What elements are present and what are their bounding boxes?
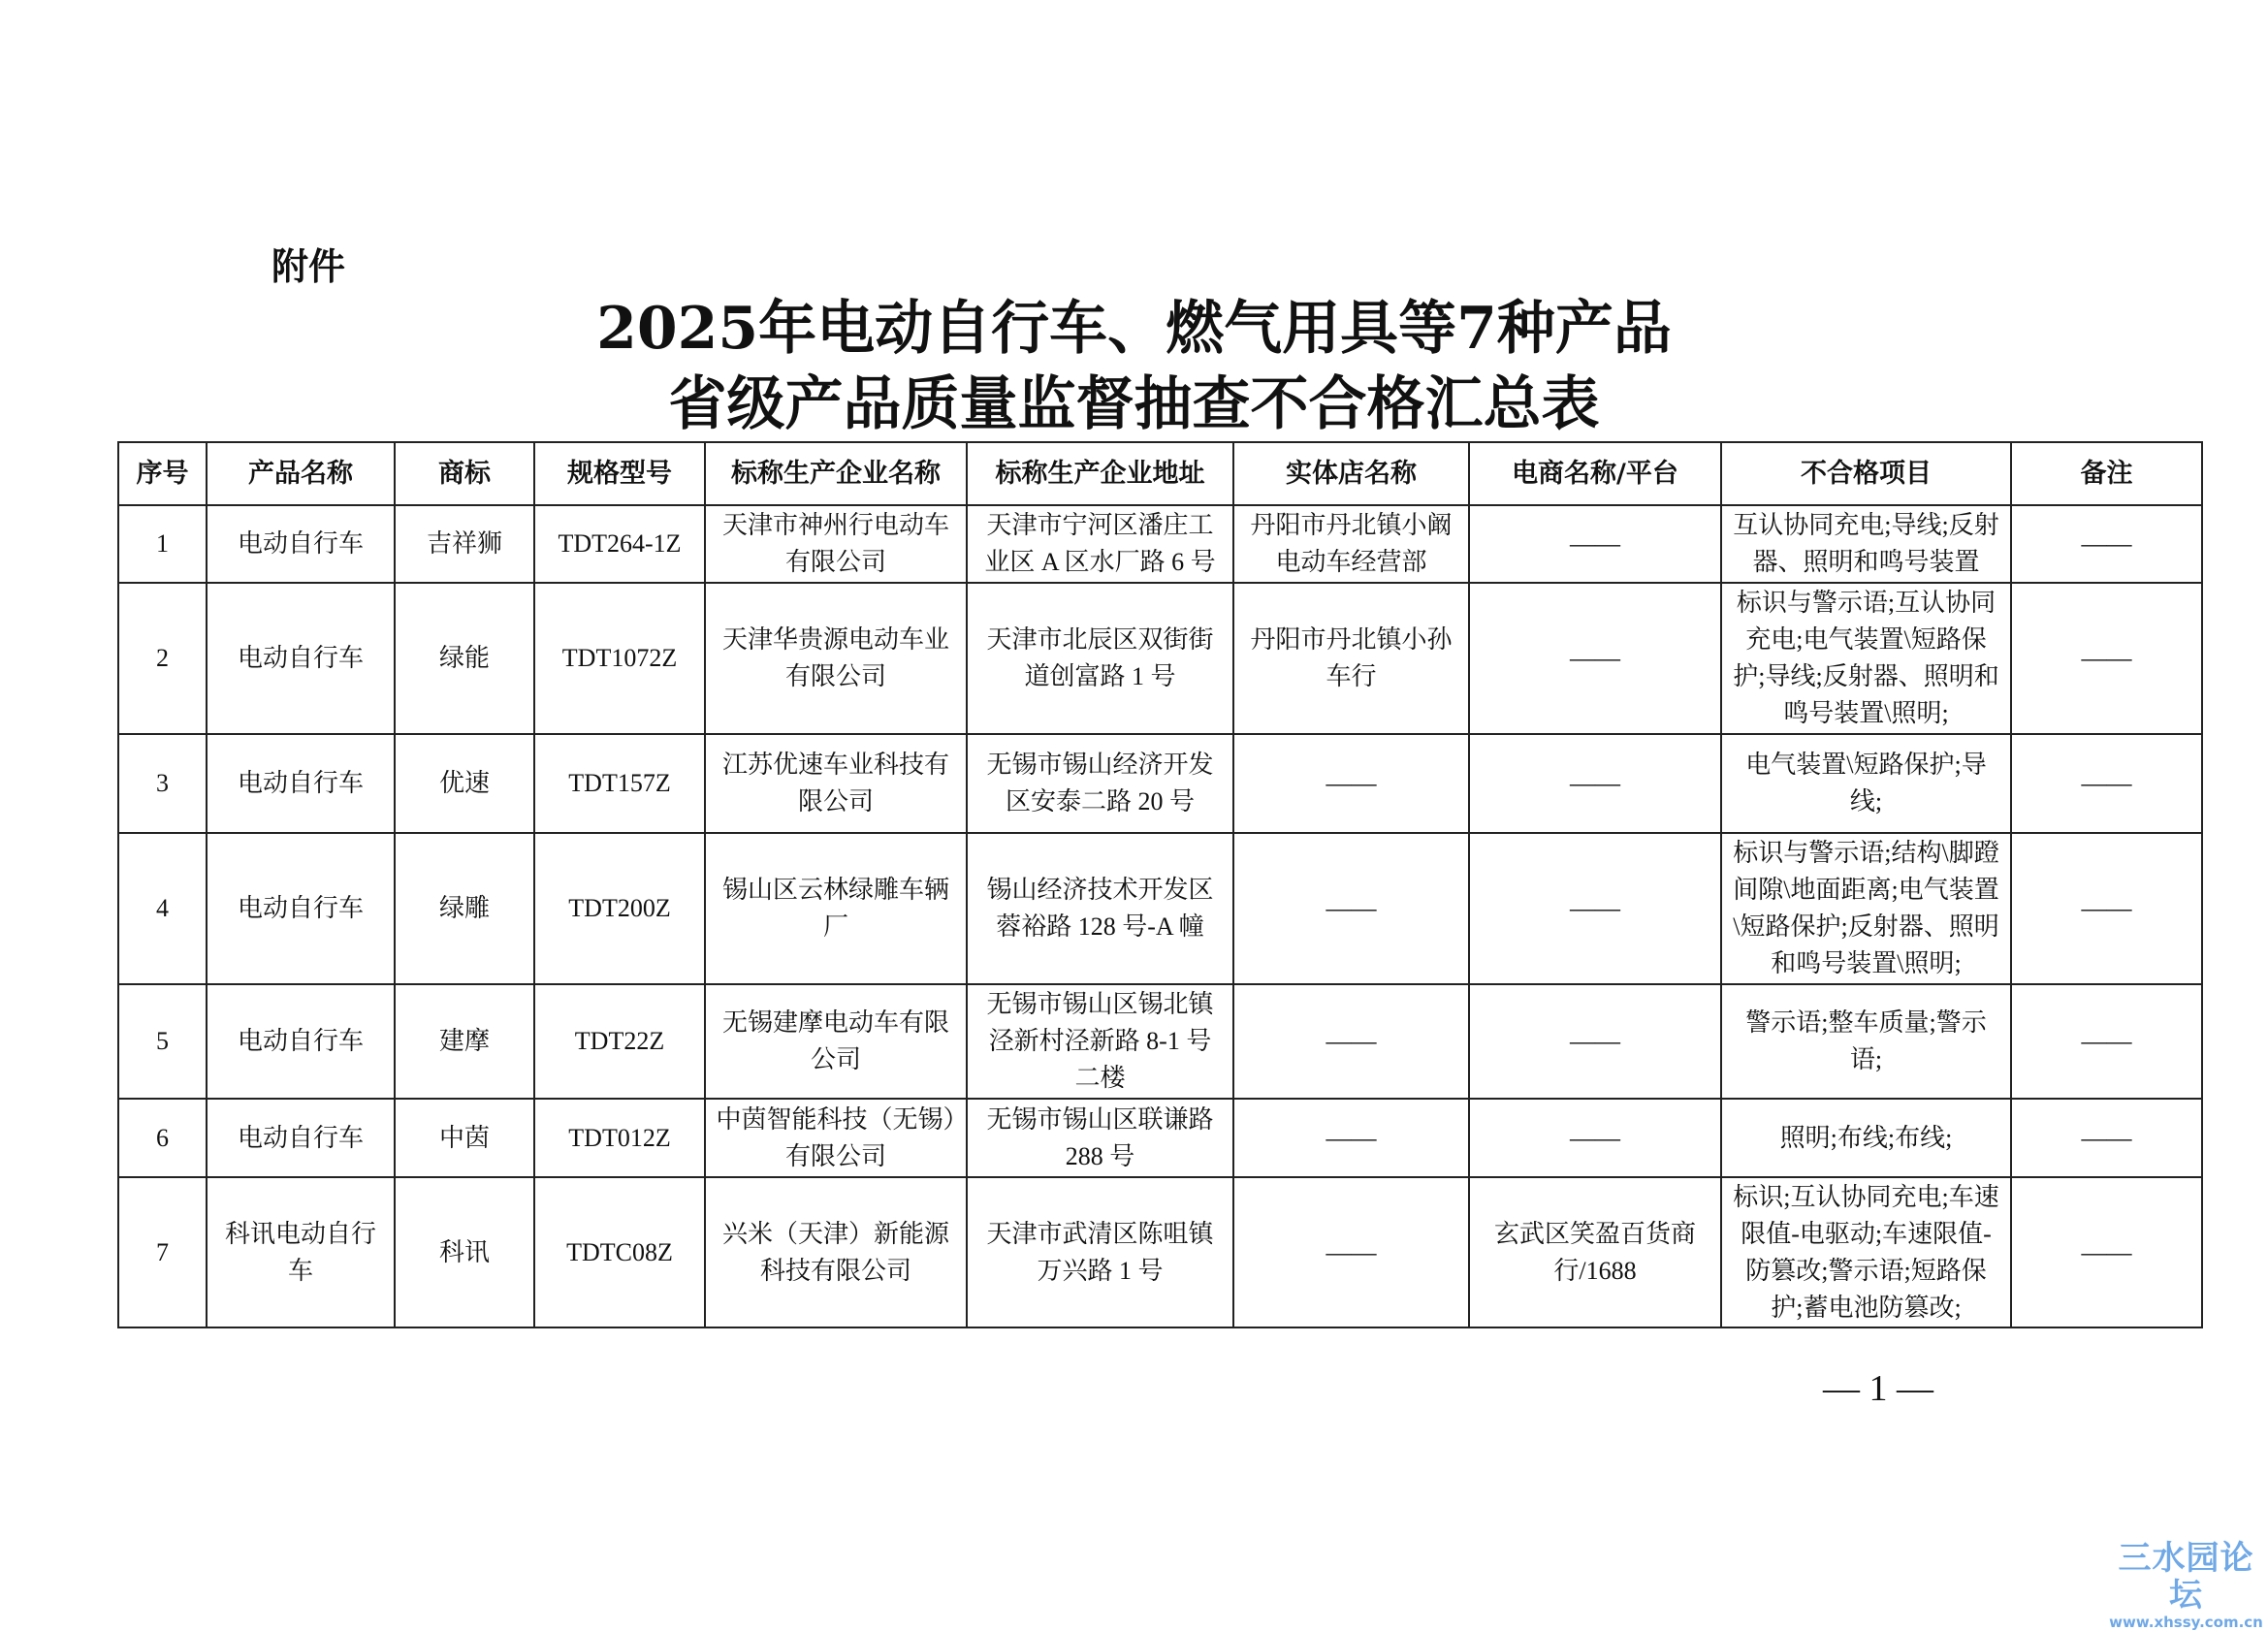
cell-manufacturer-address: 无锡市锡山区锡北镇泾新村泾新路 8-1 号二楼	[967, 984, 1233, 1099]
cell-remarks: ——	[2011, 984, 2202, 1099]
page-number: — 1 —	[1823, 1368, 1933, 1409]
cell-nonconforming-items: 电气装置\短路保护;导线;	[1721, 734, 2011, 833]
cell-manufacturer: 江苏优速车业科技有限公司	[705, 734, 967, 833]
cell-manufacturer-address: 天津市宁河区潘庄工业区 A 区水厂路 6 号	[967, 505, 1233, 583]
cell-brand: 中茵	[395, 1099, 534, 1177]
cell-product-name: 电动自行车	[207, 505, 395, 583]
cell-manufacturer: 兴米（天津）新能源科技有限公司	[705, 1177, 967, 1327]
cell-nonconforming-items: 标识与警示语;互认协同充电;电气装置\短路保护;导线;反射器、照明和鸣号装置\照明;	[1721, 583, 2011, 734]
cell-nonconforming-items: 标识;互认协同充电;车速限值-电驱动;车速限值-防篡改;警示语;短路保护;蓄电池防篡改;	[1721, 1177, 2011, 1327]
table-row	[118, 505, 2202, 583]
page-title-line1: 2025年电动自行车、燃气用具等7种产品	[596, 295, 1672, 363]
column-header-ecommerce-platform: 电商名称/平台	[1469, 442, 1721, 505]
cell-manufacturer-address: 锡山经济技术开发区蓉裕路 128 号-A 幢	[967, 833, 1233, 984]
cell-ecommerce-platform: ——	[1469, 734, 1721, 833]
cell-model: TDT012Z	[534, 1099, 705, 1177]
nonconforming-products-table	[117, 441, 2203, 1328]
watermark-url: www.xhssy.com.cn	[2109, 1614, 2263, 1631]
cell-manufacturer-address: 天津市北辰区双街街道创富路 1 号	[967, 583, 1233, 734]
cell-ecommerce-platform: ——	[1469, 1099, 1721, 1177]
cell-model: TDT157Z	[534, 734, 705, 833]
attachment-label: 附件	[272, 245, 346, 288]
page-title-line2: 省级产品质量监督抽查不合格汇总表	[668, 370, 1600, 438]
column-header-nonconforming-items: 不合格项目	[1721, 442, 2011, 505]
cell-brand: 绿雕	[395, 833, 534, 984]
cell-product-name: 电动自行车	[207, 833, 395, 984]
cell-store-name: ——	[1233, 984, 1469, 1099]
table-header-row	[118, 442, 2202, 505]
watermark-logo	[2104, 1540, 2268, 1631]
cell-model: TDTC08Z	[534, 1177, 705, 1327]
cell-brand: 科讯	[395, 1177, 534, 1327]
cell-store-name: ——	[1233, 1099, 1469, 1177]
cell-nonconforming-items: 警示语;整车质量;警示语;	[1721, 984, 2011, 1099]
cell-ecommerce-platform: ——	[1469, 984, 1721, 1099]
table-row	[118, 833, 2202, 984]
table-row	[118, 1099, 2202, 1177]
table-row	[118, 734, 2202, 833]
cell-product-name: 电动自行车	[207, 1099, 395, 1177]
cell-manufacturer: 无锡建摩电动车有限公司	[705, 984, 967, 1099]
cell-nonconforming-items: 照明;布线;布线;	[1721, 1099, 2011, 1177]
cell-remarks: ——	[2011, 583, 2202, 734]
cell-remarks: ——	[2011, 734, 2202, 833]
cell-product-name: 科讯电动自行车	[207, 1177, 395, 1327]
cell-product-name: 电动自行车	[207, 734, 395, 833]
table-row	[118, 1177, 2202, 1327]
table-row	[118, 984, 2202, 1099]
column-header-remarks: 备注	[2011, 442, 2202, 505]
cell-manufacturer-address: 天津市武清区陈咀镇万兴路 1 号	[967, 1177, 1233, 1327]
cell-store-name: ——	[1233, 1177, 1469, 1327]
cell-manufacturer: 天津市神州行电动车有限公司	[705, 505, 967, 583]
cell-remarks: ——	[2011, 1177, 2202, 1327]
cell-brand: 优速	[395, 734, 534, 833]
cell-model: TDT22Z	[534, 984, 705, 1099]
cell-model: TDT264-1Z	[534, 505, 705, 583]
cell-remarks: ——	[2011, 1099, 2202, 1177]
table-row	[118, 583, 2202, 734]
cell-brand: 绿能	[395, 583, 534, 734]
cell-brand: 建摩	[395, 984, 534, 1099]
cell-model: TDT1072Z	[534, 583, 705, 734]
column-header-brand: 商标	[395, 442, 534, 505]
cell-index: 4	[118, 833, 207, 984]
column-header-manufacturer: 标称生产企业名称	[705, 442, 967, 505]
cell-index: 7	[118, 1177, 207, 1327]
column-header-model: 规格型号	[534, 442, 705, 505]
cell-index: 1	[118, 505, 207, 583]
cell-index: 5	[118, 984, 207, 1099]
watermark-name: 三水园论坛	[2118, 1539, 2254, 1615]
column-header-index: 序号	[118, 442, 207, 505]
cell-brand: 吉祥狮	[395, 505, 534, 583]
cell-store-name: 丹阳市丹北镇小阚电动车经营部	[1233, 505, 1469, 583]
cell-index: 2	[118, 583, 207, 734]
cell-manufacturer: 中茵智能科技（无锡）有限公司	[705, 1099, 967, 1177]
cell-manufacturer: 锡山区云林绿雕车辆厂	[705, 833, 967, 984]
cell-ecommerce-platform: ——	[1469, 505, 1721, 583]
cell-ecommerce-platform: 玄武区笑盈百货商行/1688	[1469, 1177, 1721, 1327]
cell-manufacturer-address: 无锡市锡山经济开发区安泰二路 20 号	[967, 734, 1233, 833]
cell-manufacturer: 天津华贵源电动车业有限公司	[705, 583, 967, 734]
cell-index: 3	[118, 734, 207, 833]
cell-store-name: 丹阳市丹北镇小孙车行	[1233, 583, 1469, 734]
cell-product-name: 电动自行车	[207, 583, 395, 734]
cell-store-name: ——	[1233, 833, 1469, 984]
cell-ecommerce-platform: ——	[1469, 583, 1721, 734]
cell-ecommerce-platform: ——	[1469, 833, 1721, 984]
cell-model: TDT200Z	[534, 833, 705, 984]
cell-manufacturer-address: 无锡市锡山区联谦路 288 号	[967, 1099, 1233, 1177]
cell-nonconforming-items: 标识与警示语;结构\脚蹬间隙\地面距离;电气装置\短路保护;反射器、照明和鸣号装置\照明;	[1721, 833, 2011, 984]
column-header-manufacturer-address: 标称生产企业地址	[967, 442, 1233, 505]
cell-nonconforming-items: 互认协同充电;导线;反射器、照明和鸣号装置	[1721, 505, 2011, 583]
cell-product-name: 电动自行车	[207, 984, 395, 1099]
cell-index: 6	[118, 1099, 207, 1177]
cell-remarks: ——	[2011, 505, 2202, 583]
cell-remarks: ——	[2011, 833, 2202, 984]
column-header-store-name: 实体店名称	[1233, 442, 1469, 505]
column-header-product-name: 产品名称	[207, 442, 395, 505]
cell-store-name: ——	[1233, 734, 1469, 833]
